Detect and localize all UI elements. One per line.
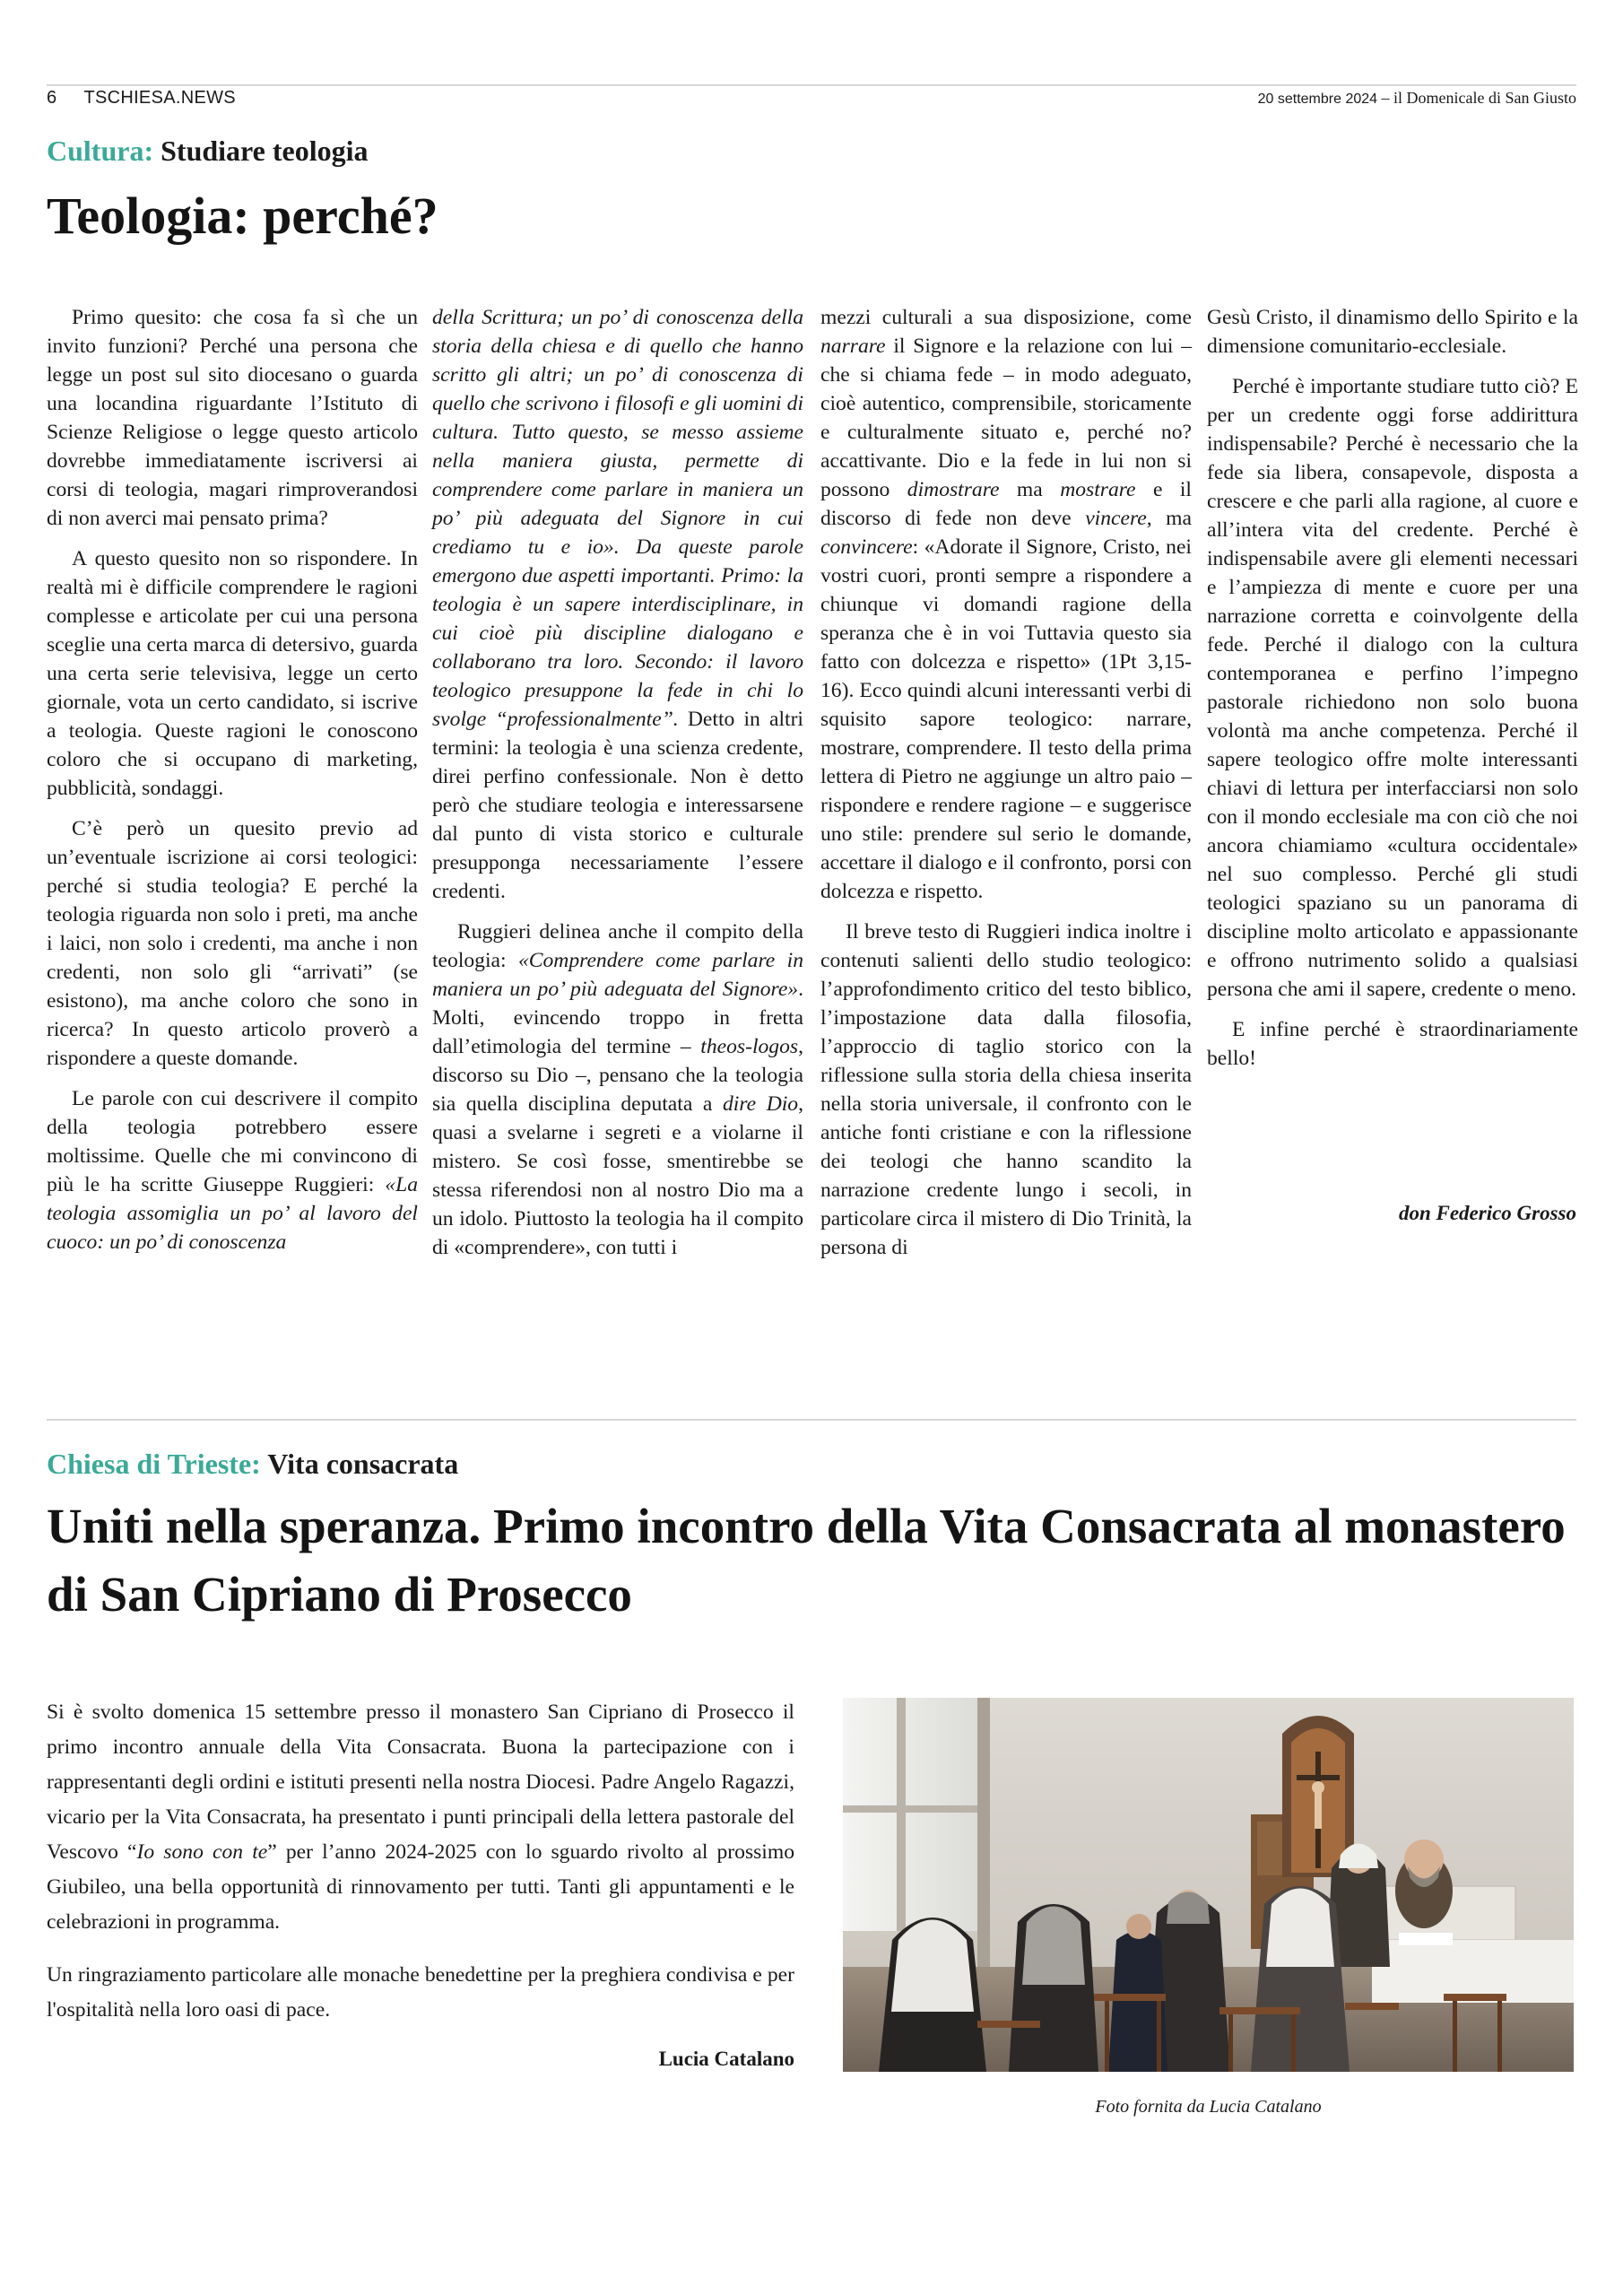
section-divider bbox=[47, 1419, 1576, 1421]
text-run: Detto in altri termini: la teologia è una scienza credente, direi perfino confessionale. Non è detto però che studiare teologia e interessarsene dal punto di vista storico e culturale presupponga necessariamente l’essere credenti. bbox=[432, 708, 803, 903]
article1-column-2 bbox=[432, 303, 803, 1262]
article2-photo bbox=[843, 1698, 1574, 2072]
article2-title: Uniti nella speranza. Primo incontro della Vita Consacrata al monastero di San Cipriano di Prosecco bbox=[47, 1499, 1566, 1622]
quote-run: «La teologia assomiglia un po’ al lavoro del cuoco: un po’ di conoscenza bbox=[47, 1173, 418, 1254]
article2-section: Chiesa di Trieste: bbox=[47, 1448, 261, 1480]
article2-kicker bbox=[47, 1448, 458, 1481]
text-run: ” per l’anno 2024-2025 con lo sguardo rivolto al prossimo Giubileo, una bella opportunità di rinnovamento per tutti. Tanti gli appuntamenti e le celebrazioni in programma. bbox=[47, 1840, 795, 1934]
article1-subsection: Studiare teologia bbox=[161, 135, 369, 167]
header-right bbox=[1258, 89, 1576, 108]
article1-section: Cultura: bbox=[47, 135, 154, 167]
italic-run: convincere bbox=[820, 535, 913, 559]
paragraph bbox=[432, 918, 803, 1262]
page-header bbox=[47, 86, 1576, 113]
text-run: Le parole con cui descrivere il compito della teologia potrebbero essere moltissime. Quelle che mi convincono di più le ha scritte Giuseppe Ruggieri: bbox=[47, 1087, 418, 1196]
article1-column-3 bbox=[820, 303, 1192, 1262]
paragraph: Primo quesito: che cosa fa sì che un invito funzioni? Perché una persona che legge un post sul sito diocesano o guarda una locandina riguardante l’Istituto di Scienze Religiose o legge questo articolo dovrebbe immediatamente iscriversi ai corsi di teologia, magari rimproverandosi di non averci mai pensato prima? bbox=[47, 306, 418, 530]
text-run: mezzi culturali a sua disposizione, come bbox=[820, 306, 1192, 329]
article1-column-1 bbox=[47, 303, 418, 1257]
page-number: 6 bbox=[47, 88, 57, 108]
article2-subsection: Vita consacrata bbox=[267, 1448, 459, 1480]
text-run: . Molti, evincendo troppo in fretta dall’etimologia del termine – bbox=[432, 978, 803, 1058]
italic-run: theos-logos bbox=[700, 1035, 799, 1058]
paragraph bbox=[47, 1695, 794, 1940]
text-run: e il discorso di fede non deve bbox=[820, 478, 1192, 530]
paragraph bbox=[47, 1084, 418, 1257]
paragraph bbox=[820, 303, 1192, 906]
publication-name: il Domenicale di San Giusto bbox=[1393, 89, 1576, 107]
italic-run: Io sono con te bbox=[136, 1840, 268, 1864]
meeting-photo-illustration bbox=[843, 1698, 1574, 2072]
paragraph: C’è però un quesito previo ad un’eventuale iscrizione ai corsi teologici: perché si studia teologia? E perché la teologia riguarda non solo i preti, ma anche i laici, non solo i credenti, ma anche i non credenti, non solo gli “arrivati” (se esistono), ma anche coloro che sono in ricerca? In questo articolo proverò a rispondere a queste domande. bbox=[47, 817, 418, 1070]
paragraph bbox=[432, 303, 803, 906]
italic-run: vincere bbox=[1085, 507, 1147, 530]
article2-author: Lucia Catalano bbox=[658, 2048, 794, 2070]
text-run: , ma bbox=[1146, 507, 1192, 530]
site-name[interactable]: TSCHIESA.NEWS bbox=[83, 88, 236, 108]
italic-run: dire Dio bbox=[722, 1092, 799, 1116]
text-run: il Signore e la relazione con lui – che si chiama fede – in modo adeguato, cioè autentico, comprensibile, storicamente e culturalmente situato e, perché no? accattivante. Dio e la fede in lui non si possono bbox=[820, 335, 1192, 501]
italic-run: Da queste parole emergono due aspetti importanti. Primo: la teologia è un sapere interdisciplinare, in cui cioè più discipline dialogano e collaborano tra loro. Secondo: il lavoro teologico presuppone la fede in chi lo svolge “professionalmente”. bbox=[432, 535, 803, 731]
paragraph: Gesù Cristo, il dinamismo dello Spirito e la dimensione comunitario-ecclesiale. bbox=[1207, 306, 1578, 358]
quote-run: della Scrittura; un po’ di conoscenza della storia della chiesa e di quello che hanno scritto gli altri; un po’ di conoscenza di quello che scrivono i filosofi e gli uomini di cultura. Tutto questo, se messo assieme nella maniera giusta, permette di comprendere come parlare in maniera un po’ più adeguata del Signore in cui crediamo tu e io». bbox=[432, 306, 803, 559]
article2-body bbox=[47, 1695, 794, 2028]
header-left bbox=[47, 88, 236, 109]
quote-run: «Comprendere come parlare in maniera un po’ più adeguata del Signore» bbox=[432, 949, 803, 1001]
paragraph: Perché è importante studiare tutto ciò? E per un credente oggi forse addirittura indispensabile? Perché è necessario che la fede sia libera, consapevole, disposta a crescere e che parli alla ragione, al cuore e all’intera vita del credente. Perché è indispensabile avere gli elementi necessari e l’ampiezza di mente e cuore per una narrazione corretta e coinvolgente della fede. Perché il dialogo con la cultura contemporanea e perfino l’impegno pastorale richiedono non solo buona volontà ma anche competenza. Perché il sapere teologico offre molte interessanti chiavi di lettura per interfacciarsi non solo con il mondo ecclesiale ma con ciò che noi ancora chiamiamo «cultura occidentale» nel suo complesso. Perché gli studi teologici spaziano su un panorama di discipline molto articolato e appassionante e offrono nutrimento solido a qualsiasi persona che ami il sapere, credente o meno. bbox=[1207, 375, 1578, 1001]
text-run: Si è svolto domenica 15 settembre presso il monastero San Cipriano di Prosecco il primo incontro annuale della Vita Consacrata. Buona la partecipazione con i rappresentanti degli ordini e istituti presenti nella nostra Diocesi. Padre Angelo Ragazzi, vicario per la Vita Consacrata, ha presentato i punti principali della lettera pastorale del Vescovo “ bbox=[47, 1700, 794, 1864]
article1-kicker bbox=[47, 135, 369, 168]
text-run: ma bbox=[999, 478, 1061, 501]
paragraph: E infine perché è straordinariamente bello! bbox=[1207, 1018, 1578, 1070]
paragraph: A questo quesito non so rispondere. In realtà mi è difficile comprendere le ragioni complesse e articolate per cui una persona sceglie una certa marca di detersivo, guarda una certa serie televisiva, legge un certo giornale, vota un certo candidato, si iscrive a teologia. Queste ragioni le conoscono coloro che si occupano di marketing, pubblicità, sondaggi. bbox=[47, 547, 418, 800]
text-run: , discorso su Dio –, pensano che la teologia sia quella disciplina deputata a bbox=[432, 1035, 803, 1116]
text-run: : «Adorate il Signore, Cristo, nei vostri cuori, pronti sempre a rispondere a chiunque vi domandi ragione della speranza che è in voi Tuttavia questo sia fatto con dolcezza e rispetto» (1Pt 3,15-16). Ecco quindi alcuni interessanti verbi di squisito sapore teologico: narrare, mostrare, comprendere. Il testo della prima lettera di Pietro ne aggiunge un altro paio – rispondere e rendere ragione – e suggerisce uno stile: prendere sul serio le domande, accettare il dialogo e il confronto, porsi con dolcezza e rispetto. bbox=[820, 535, 1192, 903]
article1-title: Teologia: perché? bbox=[47, 187, 438, 245]
photo-caption: Foto fornita da Lucia Catalano bbox=[1095, 2097, 1322, 2117]
italic-run: dimostrare bbox=[907, 478, 1000, 501]
header-separator: – bbox=[1377, 89, 1394, 107]
article1-column-4 bbox=[1207, 303, 1578, 1073]
article1-author: don Federico Grosso bbox=[1398, 1202, 1576, 1224]
italic-run: mostrare bbox=[1060, 478, 1136, 501]
paragraph: Un ringraziamento particolare alle monache benedettine per la preghiera condivisa e per l'ospitalità nella loro oasi di pace. bbox=[47, 1963, 794, 2022]
text-run: , quasi a svelarne i segreti e a violarne il mistero. Se così fosse, smentirebbe se stessa riferendosi non al nostro Dio ma a un idolo. Piuttosto la teologia ha il compito di «comprendere», con tutti i bbox=[432, 1092, 803, 1259]
text-run: Ruggieri delinea anche il compito della teologia: bbox=[432, 920, 803, 972]
issue-date: 20 settembre 2024 bbox=[1257, 91, 1378, 107]
paragraph: Il breve testo di Ruggieri indica inoltre i contenuti salienti dello studio teologico: l’approfondimento critico del testo biblico, l’impostazione data dalla filosofia, l’approccio di taglio storico con la riflessione sulla storia della chiesa inserita nella storia universale, il confronto con le antiche fonti cristiane e con la riflessione dei teologi che hanno scandito la narrazione credente lungo i secoli, in particolare circa il mistero di Dio Trinità, la persona di bbox=[820, 920, 1192, 1259]
italic-run: narrare bbox=[820, 335, 886, 358]
